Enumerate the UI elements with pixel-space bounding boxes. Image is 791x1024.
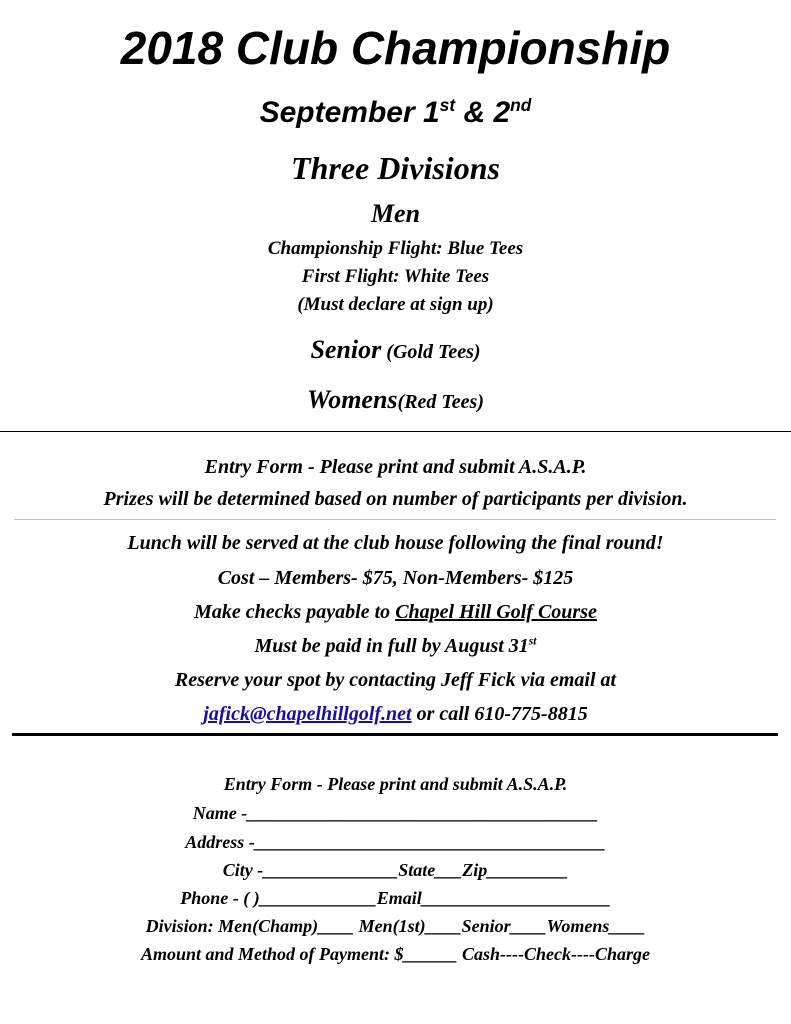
- senior-division: [0, 333, 791, 371]
- contact-line: [0, 701, 791, 727]
- checks-line: [0, 599, 791, 625]
- name-field[interactable]: Name -_______________________________________: [192, 803, 599, 823]
- cost-line: Cost – Members- $75, Non-Members- $125: [217, 567, 574, 589]
- city-state-zip-field[interactable]: City -_______________State___Zip_________: [222, 860, 569, 880]
- men-heading: Men: [370, 199, 421, 228]
- checks-payee: Chapel Hill Golf Course: [395, 601, 597, 623]
- divider-top: [0, 431, 791, 432]
- womens-division: [0, 383, 791, 421]
- senior-name: Senior: [310, 335, 382, 364]
- form-heading: Entry Form - Please print and submit A.S.A.P.: [223, 774, 568, 794]
- men-flight-first: First Flight: White Tees: [301, 266, 490, 287]
- divisions-heading: Three Divisions: [291, 150, 500, 186]
- date-first: September 1: [259, 96, 440, 129]
- womens-name: Womens: [307, 385, 398, 414]
- deadline-text: Must be paid in full by August 31: [254, 635, 529, 657]
- event-dates: [0, 95, 791, 131]
- deadline-suffix: st: [528, 634, 537, 648]
- page-title: 2018 Club Championship: [120, 22, 671, 74]
- date-first-suffix: st: [439, 95, 456, 115]
- email-link[interactable]: jafick@chapelhillgolf.net: [203, 703, 412, 725]
- senior-tees: (Gold Tees): [381, 341, 481, 363]
- womens-tees: (Red Tees): [397, 391, 484, 413]
- division-field[interactable]: Division: Men(Champ)____ Men(1st)____Senior____Womens____: [145, 916, 646, 936]
- divider-bottom: [12, 733, 778, 736]
- phone-email-field[interactable]: Phone - ( )_____________Email_____________________: [180, 888, 611, 908]
- payment-field[interactable]: Amount and Method of Payment: $______ Cash----Check----Charge: [140, 944, 650, 964]
- entry-form-note: Entry Form - Please print and submit A.S.A.P.: [204, 456, 587, 478]
- lunch-note: Lunch will be served at the club house following the final round!: [127, 532, 664, 554]
- date-second-suffix: nd: [510, 95, 532, 115]
- reserve-line: Reserve your spot by contacting Jeff Fick via email at: [174, 669, 617, 691]
- date-second: & 2: [455, 96, 511, 129]
- payment-deadline: [0, 633, 791, 659]
- checks-prefix: Make checks payable to: [194, 601, 396, 623]
- phone-text: or call 610-775-8815: [411, 703, 588, 725]
- divider-middle: [14, 519, 776, 520]
- men-flight-champ: Championship Flight: Blue Tees: [267, 238, 524, 259]
- address-field[interactable]: Address -_______________________________________: [185, 832, 606, 852]
- prizes-note: Prizes will be determined based on number of participants per division.: [103, 488, 688, 510]
- men-declare-note: (Must declare at sign up): [297, 294, 494, 315]
